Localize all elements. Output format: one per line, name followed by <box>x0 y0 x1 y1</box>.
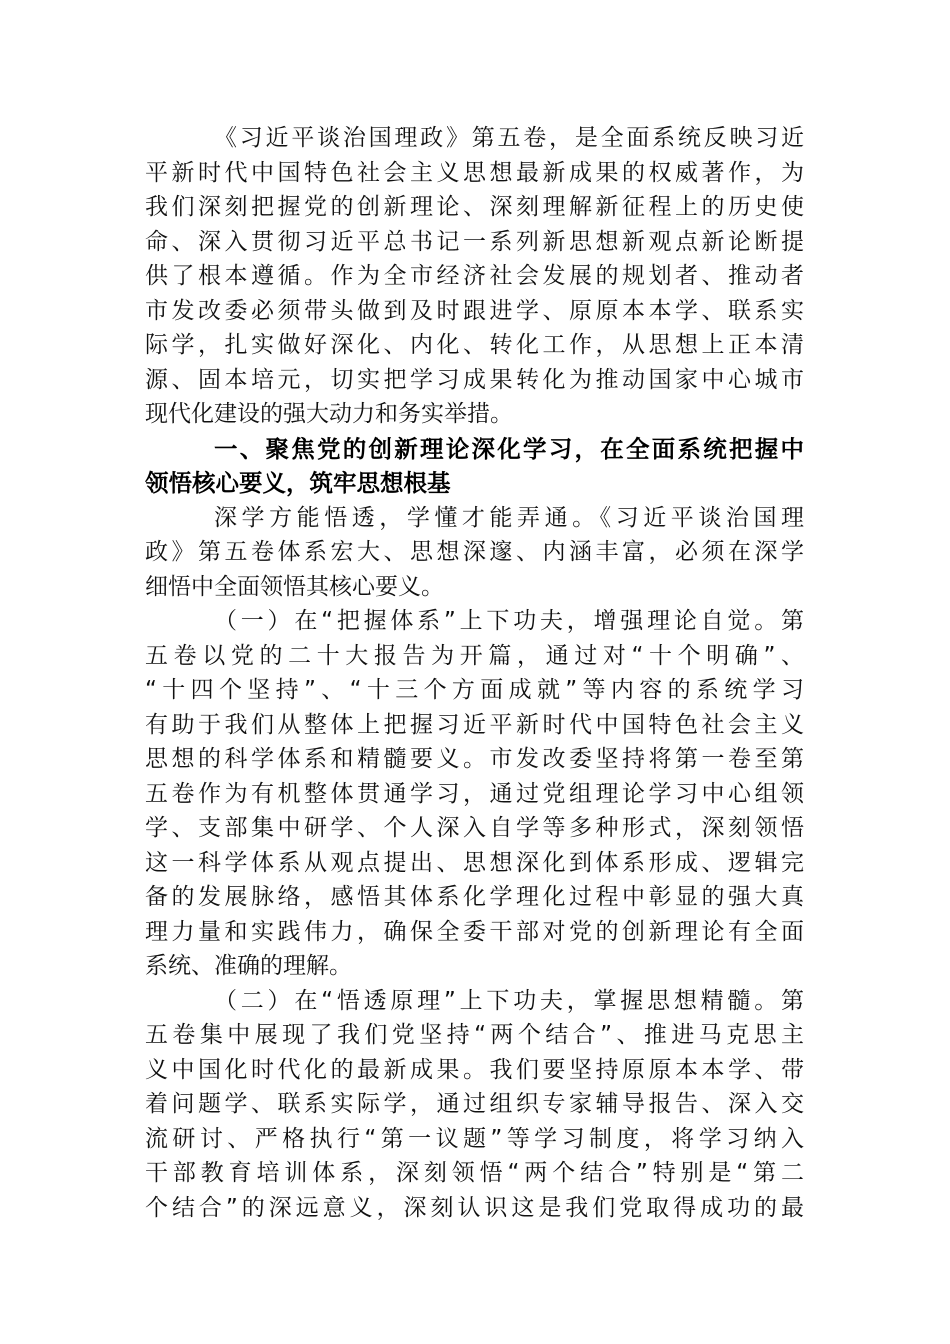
heading-line: 一、聚焦党的创新理论深化学习，在全面系统把握中 <box>214 434 804 463</box>
text-line: 深学方能悟透，学懂才能弄通。《习近平谈治国理 <box>214 504 804 531</box>
text-line: 着问题学、联系实际学，通过组织专家辅导报告、深入交 <box>145 1091 804 1117</box>
text-line: 供了根本遵循。作为全市经济社会发展的规划者、推动者 <box>145 263 804 289</box>
document-page <box>145 121 804 1225</box>
text-line: 政》第五卷体系宏大、思想深邃、内涵丰富，必须在深学 <box>145 539 804 565</box>
text-line: 平新时代中国特色社会主义思想最新成果的权威著作，为 <box>145 159 804 186</box>
text-line: 这一科学体系从观点提出、思想深化到体系形成、逻辑完 <box>145 849 804 876</box>
text-line: “十四个坚持”、“十三个方面成就”等内容的系统学习 <box>145 677 804 703</box>
text-line: 我们深刻把握党的创新理论、深刻理解新征程上的历史使 <box>145 194 804 220</box>
subsection-2-paragraph <box>145 984 804 1226</box>
text-line: （一）在“把握体系”上下功夫，增强理论自觉。第 <box>214 608 804 634</box>
text-line: 五卷集中展现了我们党坚持“两个结合”、推进马克思主 <box>145 1022 804 1048</box>
subsection-1-paragraph <box>145 604 804 984</box>
text-line: 干部教育培训体系，深刻领悟“两个结合”特别是“第二 <box>145 1160 804 1186</box>
text-line: 五卷作为有机整体贯通学习，通过党组理论学习中心组领 <box>145 780 804 807</box>
text-line: 理力量和实践伟力，确保全委干部对党的创新理论有全面 <box>145 918 804 945</box>
text-line: 备的发展脉络，感悟其体系化学理化过程中彰显的强大真 <box>145 884 804 910</box>
text-line: 五卷以党的二十大报告为开篇，通过对“十个明确”、 <box>145 642 804 669</box>
text-line: 市发改委必须带头做到及时跟进学、原原本本学、联系实 <box>145 297 804 324</box>
text-line: （二）在“悟透原理”上下功夫，掌握思想精髓。第 <box>214 987 804 1014</box>
text-line: 细悟中全面领悟其核心要义。 <box>145 573 444 600</box>
section-intro-paragraph <box>145 501 804 605</box>
text-line: 际学，扎实做好深化、内化、转化工作，从思想上正本清 <box>145 332 804 358</box>
text-line: 《习近平谈治国理政》第五卷，是全面系统反映习近 <box>214 125 804 151</box>
text-line: 有助于我们从整体上把握习近平新时代中国特色社会主义 <box>145 711 804 738</box>
text-line: 流研讨、严格执行“第一议题”等学习制度，将学习纳入 <box>145 1125 804 1152</box>
text-line: 思想的科学体系和精髓要义。市发改委坚持将第一卷至第 <box>145 746 804 772</box>
text-line: 命、深入贯彻习近平总书记一系列新思想新观点新论断提 <box>145 228 804 255</box>
intro-paragraph <box>145 121 804 432</box>
text-line: 个结合”的深远意义，深刻认识这是我们党取得成功的最 <box>145 1194 804 1221</box>
heading-line: 领悟核心要义，筑牢思想根基 <box>145 469 451 497</box>
text-line: 现代化建设的强大动力和务实举措。 <box>145 401 513 427</box>
text-line: 义中国化时代化的最新成果。我们要坚持原原本本学、带 <box>145 1056 804 1083</box>
text-line: 系统、准确的理解。 <box>145 953 352 979</box>
text-line: 源、固本培元，切实把学习成果转化为推动国家中心城市 <box>145 366 804 393</box>
section-heading <box>145 432 804 501</box>
text-line: 学、支部集中研学、个人深入自学等多种形式，深刻领悟 <box>145 815 804 841</box>
